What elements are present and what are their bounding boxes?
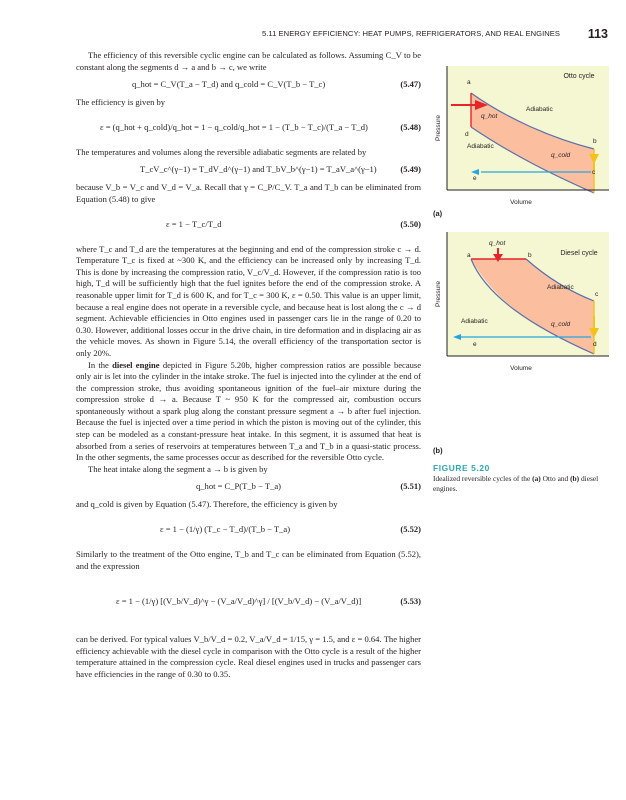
equation-5-49: [76, 160, 421, 180]
adiabatic-bottom-label: Adiabatic: [461, 318, 488, 325]
equation-5-53: [76, 574, 421, 632]
q-hot-label: q_hot: [481, 113, 498, 120]
q-hot-label: q_hot: [489, 240, 506, 247]
equation-5-51: [76, 477, 421, 497]
equation-body: q_hot = C_V(T_a − T_d) and q_cold = C_V(T_b − T_c): [132, 79, 326, 90]
paragraph-2: The efficiency is given by: [76, 97, 166, 108]
x-axis-label: Volume: [510, 365, 532, 372]
main-text-column: [76, 50, 421, 681]
otto-title: Otto cycle: [563, 73, 595, 80]
point-b-label: b: [528, 252, 532, 259]
equation-body: ε = (q_hot + q_cold)/q_hot = 1 − q_cold/q_hot = 1 − (T_b − T_c)/(T_a − T_d): [100, 121, 368, 132]
paragraph-4: because V_b = V_c and V_d = V_a. Recall that γ = C_P/C_V. T_a and T_b can be eliminated from Equation (5.48) to give: [76, 182, 421, 204]
point-c-label: c: [592, 169, 596, 176]
paragraph-6-body: depicted in Figure 5.20b, higher compression ratios are possible because only air is let into the cylinder in the intake stroke. The fuel is injected into the cylinder at the end of the compression stroke, thus avoiding spontaneous ignition of the fuel–air mixture during the compression stroke d → a. Because T ~ 950 K for the compressed air, combustion occurs spontaneously without a spark plug along the constant pressure segment a → b after fuel injection. Because the fuel is injected over a time period in which the piston is moving out of the cylinder, this step can be modeled as a constant-pressure heat intake. In this segment, it is assumed that heat is absorbed from a series of reservoirs at temperatures between T_a and T_b in a quasi-static process. In the other segments, the same processes occur as described for the reversible Otto cycle.: [76, 359, 422, 463]
panel-a-label: (a): [433, 209, 443, 218]
paragraph-10: can be derived. For typical values V_b/V_d = 0.2, V_a/V_d = 1/15, γ = 1.5, and ε = 0.64. The higher efficiency achievable with the diesel cycle in comparison with the Otto cycle is a result of the higher temperature attained in the compression cycle. Real diesel engines used in trucks and passenger cars have efficiencies in the range of 0.30 to 0.35.: [76, 634, 421, 679]
point-e-label: e: [473, 175, 477, 182]
adiabatic-top-label: Adiabatic: [547, 284, 574, 291]
point-d-label: d: [593, 341, 597, 348]
equation-number: (5.52): [400, 524, 421, 535]
equation-number: (5.51): [400, 481, 421, 492]
equation-number: (5.47): [400, 79, 421, 90]
paragraph-5: where T_c and T_d are the temperatures at the beginning and end of the compression stroke c → d. Temperature T_c is fixed at ~300 K, and the efficiency can be increased only by increasing T_d. This is done by increasing the compression ratio, V_c/V_d. However, if the compression ratio is too high, T_d will be sufficiently high that the fuel ignites before the end of the compression stroke. A reasonable upper limit for T_d is 600 K, and for T_c = 300 K, ε = 0.50. This value is an upper limit, because a real engine does not operate in a reversible cycle, and because heat is lost along the c → d segment. Achievable efficiencies in Otto engines used in passenger cars lie in the range of 0.20 to 0.30. However, additional losses occur in the drive chain, in tire deformation and in displacing air as the vehicle moves. As shown in Figure 5.14, the overall efficiency of the transportation sector is only 20%.: [76, 243, 421, 358]
paragraph-9: Similarly to the treatment of the Otto engine, T_b and T_c can be eliminated from Equation (5.52), and the expression: [76, 549, 421, 571]
caption-middle: Otto and: [540, 474, 571, 483]
paragraph-6: [76, 360, 421, 464]
diesel-title: Diesel cycle: [560, 250, 598, 257]
q-cold-label: q_cold: [551, 152, 571, 159]
q-cold-label: q_cold: [551, 321, 571, 328]
equation-5-50: [76, 208, 421, 242]
point-c-label: c: [595, 291, 599, 298]
equation-body: T_cV_c^(γ−1) = T_dV_d^(γ−1) and T_bV_b^(γ−1) = T_aV_a^(γ−1): [140, 164, 377, 175]
panel-b-label: (b): [433, 446, 443, 455]
equation-body: ε = 1 − (1/γ) (T_c − T_d)/(T_b − T_a): [160, 524, 291, 535]
equation-number: (5.49): [400, 164, 421, 175]
figure-caption-text: [433, 474, 618, 494]
x-axis-label: Volume: [510, 199, 532, 206]
point-b-label: b: [593, 138, 597, 145]
paragraph-7: The heat intake along the segment a → b is given by: [88, 463, 268, 474]
y-axis-label: Pressure: [435, 280, 442, 308]
equation-5-52: [76, 513, 421, 547]
paragraph-8: and q_cold is given by Equation (5.47). Therefore, the efficiency is given by: [76, 499, 338, 510]
equation-body: ε = 1 − (1/γ) [(V_b/V_d)^γ − (V_a/V_d)^γ] / [(V_b/V_d) − (V_a/V_d)]: [116, 596, 362, 607]
caption-ref-a: (a): [532, 474, 541, 483]
caption-ref-b: (b): [570, 474, 580, 483]
point-e-label: e: [473, 341, 477, 348]
point-a-label: a: [467, 79, 471, 86]
page-number: 113: [587, 27, 608, 41]
equation-body: q_hot = C_P(T_b − T_a): [196, 481, 281, 492]
diesel-engine-term: diesel engine: [112, 359, 160, 370]
adiabatic-bottom-label: Adiabatic: [467, 143, 494, 150]
equation-number: (5.50): [400, 218, 421, 229]
point-d-label: d: [465, 131, 469, 138]
equation-number: (5.53): [400, 596, 421, 607]
caption-lead: Idealized reversible cycles of the: [433, 474, 533, 483]
figure-caption-title: FIGURE 5.20: [433, 463, 490, 473]
y-axis-label: Pressure: [435, 114, 442, 142]
equation-body: ε = 1 − T_c/T_d: [166, 218, 222, 229]
equation-5-48: [76, 111, 421, 145]
diesel-cycle-diagram: [431, 226, 619, 376]
adiabatic-top-label: Adiabatic: [526, 106, 553, 113]
caption-tail: diesel engines.: [433, 474, 599, 494]
running-header-title: 5.11 ENERGY EFFICIENCY: HEAT PUMPS, REFRIGERATORS, AND REAL ENGINES: [261, 29, 560, 38]
paragraph-1: The efficiency of this reversible cyclic engine can be calculated as follows. Assuming C_V to be constant along the segments d → a and b → c, we write: [76, 50, 421, 72]
paragraph-6-lead: In the: [88, 359, 113, 370]
point-a-label: a: [467, 252, 471, 259]
paragraph-3: The temperatures and volumes along the reversible adiabatic segments are related by: [76, 146, 367, 157]
running-header: [0, 27, 626, 43]
equation-number: (5.48): [400, 121, 421, 132]
equation-5-47: [76, 75, 421, 95]
otto-cycle-diagram: [431, 60, 619, 210]
